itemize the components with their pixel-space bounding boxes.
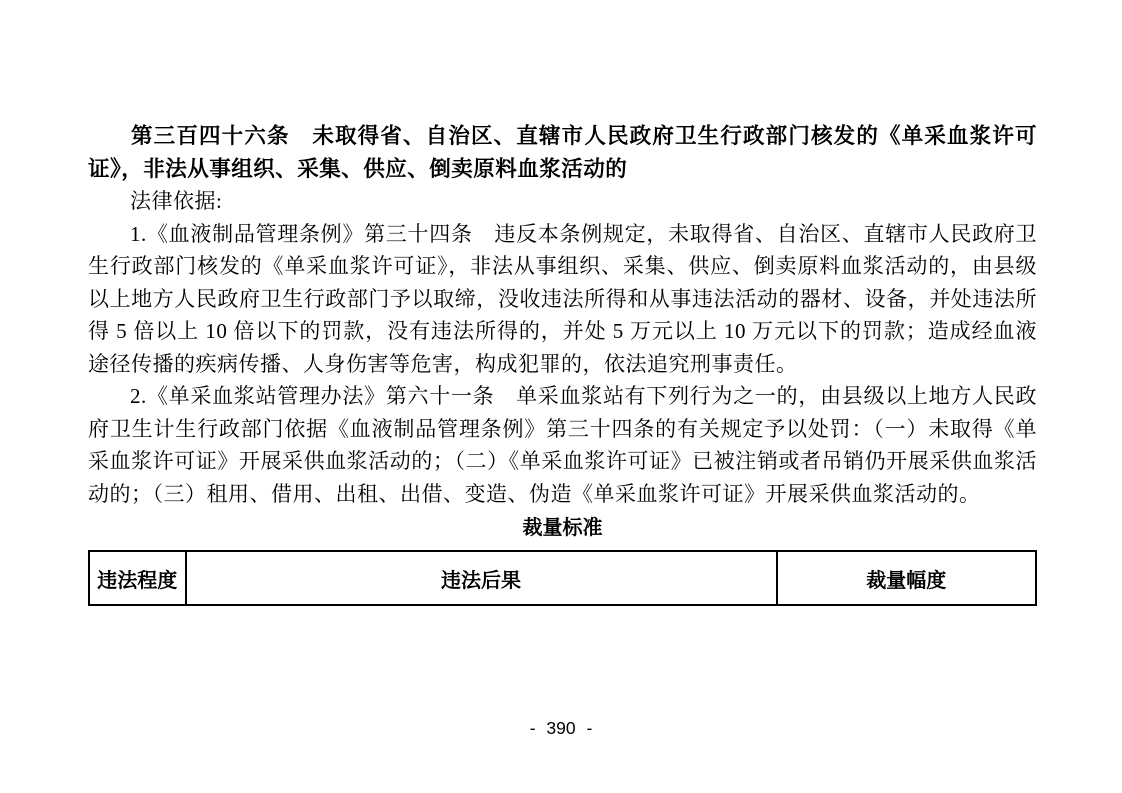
col-header-violation-consequence: 违法后果 — [186, 551, 777, 605]
table-header-row — [89, 551, 1036, 605]
page-number: - 390 - — [529, 718, 593, 738]
col-header-discretion-range: 裁量幅度 — [777, 551, 1036, 605]
article-heading: 第三百四十六条 未取得省、自治区、直辖市人民政府卫生行政部门核发的《单采血浆许可证》，非法从事组织、采集、供应、倒卖原料血浆活动的 — [88, 124, 1037, 181]
article-paragraph-1: 1.《血液制品管理条例》第三十四条 违反本条例规定，未取得省、自治区、直辖市人民政府卫生行政部门核发的《单采血浆许可证》，非法从事组织、采集、供应、倒卖原料血浆活动的，由县级以上地方人民政府卫生行政部门予以取缔，没收违法所得和从事违法活动的器材、设备，并处违法所得 5 倍以上 10 倍以下的罚款，没有违法所得的，并处 5 万元以上 10 万元以下的罚款；造成经血液途径传播的疾病传播、人身伤害等危害，构成犯罪的，依法追究刑事责任。 — [88, 221, 1037, 376]
legal-basis-label: 法律依据: — [130, 189, 223, 213]
article-content — [88, 120, 1037, 606]
table-title: 裁量标准 — [522, 517, 603, 539]
article-paragraph-2: 2.《单采血浆站管理办法》第六十一条 单采血浆站有下列行为之一的，由县级以上地方人民政府卫生计生行政部门依据《血液制品管理条例》第三十四条的有关规定予以处罚：（一）未取得《单采血浆许可证》开展采供血浆活动的；（二）《单采血浆许可证》已被注销或者吊销仍开展采供血浆活动的；（三）租用、借用、出租、出借、变造、伪造《单采血浆许可证》开展采供血浆活动的。 — [88, 384, 1037, 506]
col-header-violation-degree: 违法程度 — [89, 551, 186, 605]
discretion-table — [88, 550, 1037, 606]
